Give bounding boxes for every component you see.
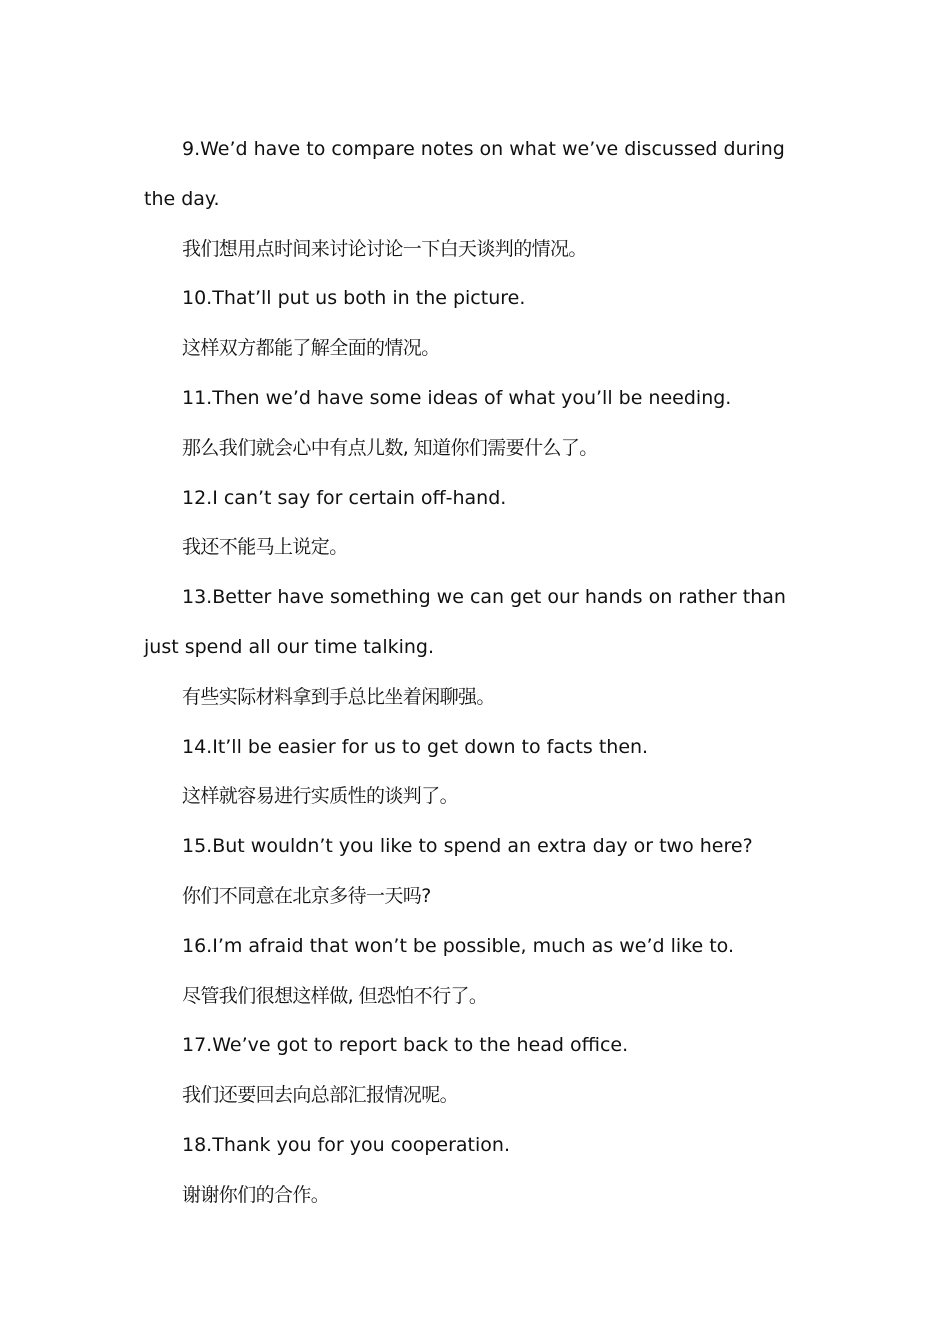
document-body — [144, 125, 804, 1221]
chinese-translation-9: 我们想用点时间来讨论讨论一下白天谈判的情况。 — [182, 237, 587, 260]
english-sentence-11: 11.Then we’d have some ideas of what you’ll be needing. — [182, 386, 732, 409]
chinese-translation-13: 有些实际材料拿到手总比坐着闲聊强。 — [182, 685, 495, 708]
english-sentence-16: 16.I’m afraid that won’t be possible, much as we’d like to. — [182, 934, 735, 957]
chinese-translation-12: 我还不能马上说定。 — [182, 536, 348, 559]
english-sentence-15: 15.But wouldn’t you like to spend an extra day or two here? — [182, 835, 753, 858]
english-sentence-13: 13.Better have something we can get our hands on rather than just spend all our time talking. — [144, 586, 786, 658]
english-sentence-17: 17.We’ve got to report back to the head office. — [182, 1034, 629, 1057]
chinese-translation-14: 这样就容易进行实质性的谈判了。 — [182, 785, 459, 808]
chinese-translation-15: 你们不同意在北京多待一天吗? — [182, 884, 431, 907]
english-sentence-12: 12.I can’t say for certain off-hand. — [182, 486, 507, 509]
english-sentence-18: 18.Thank you for you cooperation. — [182, 1133, 510, 1156]
chinese-translation-17: 我们还要回去向总部汇报情况呢。 — [182, 1084, 459, 1107]
english-sentence-14: 14.It’ll be easier for us to get down to facts then. — [182, 735, 649, 758]
chinese-translation-16: 尽管我们很想这样做, 但恐怕不行了。 — [182, 984, 488, 1007]
chinese-translation-11: 那么我们就会心中有点儿数, 知道你们需要什么了。 — [182, 436, 598, 459]
chinese-translation-10: 这样双方都能了解全面的情况。 — [182, 337, 440, 360]
english-sentence-10: 10.That’ll put us both in the picture. — [182, 287, 526, 310]
chinese-translation-18: 谢谢你们的合作。 — [182, 1183, 330, 1206]
english-sentence-9: 9.We’d have to compare notes on what we’ve discussed during the day. — [144, 138, 785, 210]
